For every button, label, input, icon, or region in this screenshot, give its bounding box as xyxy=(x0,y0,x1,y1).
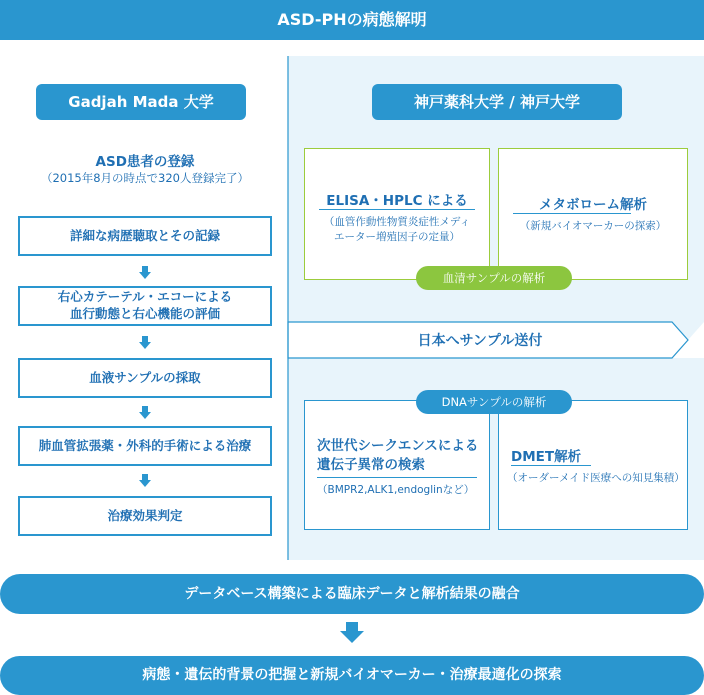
ngs-title-line1: 次世代シークエンスによる xyxy=(317,438,479,454)
step-1-line1: 詳細な病歴聴取とその記録 xyxy=(69,227,220,243)
step-4-line1: 肺血管拡張薬・外科的手術による治療 xyxy=(38,437,252,453)
ngs-title xyxy=(317,437,487,475)
integration-bar xyxy=(0,574,704,614)
step-2-line2: 血行動態と右心機能の評価 xyxy=(69,306,220,321)
dna-label: DNAサンプルの解析 xyxy=(441,395,547,409)
arrow-down-icon xyxy=(340,631,364,643)
metabolome-underline xyxy=(513,213,631,214)
bottom-arrow-stem xyxy=(346,622,358,631)
arrow-down-icon xyxy=(139,342,151,349)
serum-box-elisa xyxy=(304,148,490,280)
arrow-down-icon xyxy=(139,412,151,419)
ngs-title-line2: 遺伝子異常の検索 xyxy=(317,456,425,473)
goal-bar xyxy=(0,656,704,695)
step-box-3 xyxy=(18,358,272,398)
elisa-sub xyxy=(305,215,489,245)
step-box-5 xyxy=(18,496,272,536)
elisa-underline xyxy=(319,209,475,210)
dmet-sub: （オーダーメイド医療への知見集積） xyxy=(507,472,685,484)
left-title: Gadjah Mada 大学 xyxy=(68,93,214,111)
elisa-sub-line1: （血管作動性物質炎症性メディ xyxy=(323,216,471,228)
step-box-4 xyxy=(18,426,272,466)
registry-title: ASD患者の登録 xyxy=(95,154,195,170)
step-5-line1: 治療効果判定 xyxy=(107,507,183,523)
goal-text: 病態・遺伝的背景の把握と新規バイオマーカー・治療最適化の探索 xyxy=(142,667,562,683)
integration-text: データベース構築による臨床データと解析結果の融合 xyxy=(184,586,520,602)
step-3-line1: 血液サンプルの採取 xyxy=(89,369,201,385)
left-title-pill xyxy=(36,84,246,120)
dna-box-ngs xyxy=(304,400,490,530)
serum-label-pill xyxy=(416,266,572,290)
arrow-down-icon xyxy=(139,480,151,487)
dna-label-pill xyxy=(416,390,572,414)
ngs-underline xyxy=(317,477,477,478)
serum-box-metabolome xyxy=(498,148,688,280)
metabolome-sub: （新規バイオマーカーの探索） xyxy=(519,220,667,232)
arrow-down-icon xyxy=(139,272,151,279)
metabolome-title: メタボローム解析 xyxy=(539,197,647,213)
step-box-2 xyxy=(18,286,272,326)
transfer-label: 日本へサンプル送付 xyxy=(417,333,543,349)
step-2-line1: 右心カテーテル・エコーによる xyxy=(57,289,233,305)
right-title: 神戸薬科大学 / 神戸大学 xyxy=(414,93,580,111)
dmet-underline xyxy=(511,465,591,466)
dna-box-dmet xyxy=(498,400,688,530)
step-box-1 xyxy=(18,216,272,256)
elisa-title: ELISA・HPLC による xyxy=(326,193,468,209)
header-title: ASD-PHの病態解明 xyxy=(277,10,427,29)
dmet-title: DMET解析 xyxy=(511,449,582,465)
registry-sub: （2015年8月の時点で320人登録完了） xyxy=(40,171,250,185)
right-title-pill xyxy=(372,84,622,120)
ngs-sub: （BMPR2,ALK1,endoglinなど） xyxy=(317,484,475,496)
elisa-sub-line2: エーター増殖因子の定量） xyxy=(334,231,460,244)
serum-label: 血清サンプルの解析 xyxy=(442,271,546,285)
